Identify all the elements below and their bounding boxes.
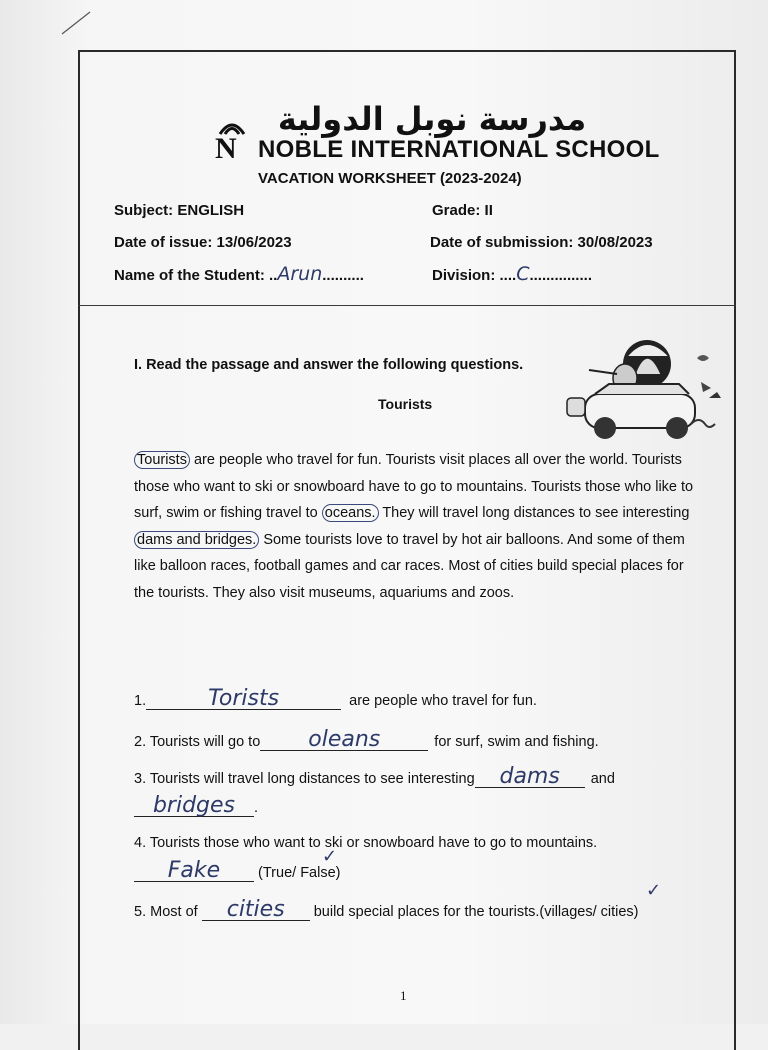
question-4-line-2 — [134, 858, 341, 883]
circled-word-oceans: oceans. — [322, 504, 379, 522]
issue-label: Date of issue: — [114, 234, 213, 251]
q3-answer2-handwritten: bridges — [152, 793, 236, 818]
q2-answer-handwritten: oleans — [308, 727, 381, 752]
subject-line — [114, 202, 244, 219]
submission-date-line — [430, 234, 653, 251]
q3-and: and — [590, 771, 615, 787]
question-2 — [134, 727, 599, 752]
subject-value: ENGLISH — [177, 202, 245, 219]
section-heading: I. Read the passage and answer the following questions. — [134, 357, 524, 373]
q4-options: (True/ False) — [258, 865, 341, 881]
division-dots: ............... — [529, 267, 592, 284]
tick-mark-icon: ✓ — [322, 846, 338, 867]
worksheet-title: VACATION WORKSHEET (2023-2024) — [258, 170, 522, 187]
svg-text:N: N — [215, 132, 237, 160]
grade-value: II — [484, 202, 493, 219]
q3-answer-blank-2 — [134, 793, 254, 818]
q1-number: 1. — [134, 693, 147, 709]
q1-answer-handwritten: Torists — [208, 686, 280, 711]
q1-text: are people who travel for fun. — [349, 693, 537, 709]
page-number: 1 — [400, 988, 407, 1003]
division-handwritten: C — [516, 263, 530, 285]
q2-after: for surf, swim and fishing. — [434, 734, 599, 750]
student-name-line — [114, 263, 364, 285]
q1-answer-blank — [146, 686, 341, 711]
question-3 — [134, 764, 615, 789]
passage-title: Tourists — [378, 396, 433, 412]
question-1 — [134, 686, 537, 711]
q5-answer-blank — [202, 897, 310, 922]
q4-answer-handwritten: Fake — [167, 858, 221, 883]
school-name-arabic: مدرسة نوبل الدولية — [277, 100, 587, 138]
passage-body — [134, 447, 694, 606]
issue-date-line — [114, 234, 292, 251]
passage-paragraph — [134, 447, 694, 606]
question-4 — [134, 835, 597, 851]
tick-mark-icon-2: ✓ — [646, 880, 662, 901]
q2-text: 2. Tourists will go to — [134, 734, 261, 750]
q5-answer-handwritten: cities — [226, 897, 285, 922]
school-name: NOBLE INTERNATIONAL SCHOOL — [258, 136, 660, 163]
circled-word-dams-bridges: dams and bridges. — [134, 531, 259, 549]
q3-end: . — [254, 800, 259, 816]
student-label: Name of the Student: .. — [114, 267, 278, 284]
division-label: Division: .... — [432, 267, 517, 284]
passage-text-2: They will travel long distances to see interesting — [378, 505, 690, 521]
passage-text-1: are people who travel for fun. Tourists visit places all over the world. Tourists those who want to ski or snowboard have to go to mountains. Tourists those who like to surf, swim or fishing travel to — [134, 452, 694, 521]
submission-label: Date of submission: — [430, 234, 574, 251]
tourist-car-illustration — [565, 334, 730, 444]
student-dots: .......... — [322, 267, 364, 284]
q5-text: 5. Most of — [134, 904, 198, 920]
q2-answer-blank — [260, 727, 428, 752]
q4-text: 4. Tourists those who want to ski or snowboard have to go to mountains. — [134, 835, 598, 851]
question-3-line-2 — [134, 793, 259, 818]
header-divider — [78, 305, 736, 306]
circled-word-tourists: Tourists — [134, 451, 190, 469]
passage-text-3: Some tourists love to travel by hot air balloons. And some of them like balloon races, football games and car races. Most of cities build special places for the tourists. They also visit museums, aquariums and zoos. — [134, 531, 685, 601]
q3-text: 3. Tourists will travel long distances to see interesting — [134, 771, 475, 787]
submission-value: 30/08/2023 — [577, 234, 653, 251]
pen-mark — [58, 8, 94, 38]
student-name-handwritten: Arun — [277, 263, 323, 285]
school-logo-icon — [212, 112, 252, 160]
grade-line — [432, 202, 493, 219]
issue-value: 13/06/2023 — [216, 234, 292, 251]
q3-answer-blank-1 — [475, 764, 585, 789]
q5-after: build special places for the tourists.(villages/ cities) — [313, 904, 639, 920]
q4-answer-blank — [134, 858, 254, 883]
subject-label: Subject: — [114, 202, 174, 219]
question-5 — [134, 897, 639, 922]
division-line — [432, 263, 592, 285]
q3-answer1-handwritten: dams — [499, 764, 560, 789]
grade-label: Grade: — [432, 202, 481, 219]
